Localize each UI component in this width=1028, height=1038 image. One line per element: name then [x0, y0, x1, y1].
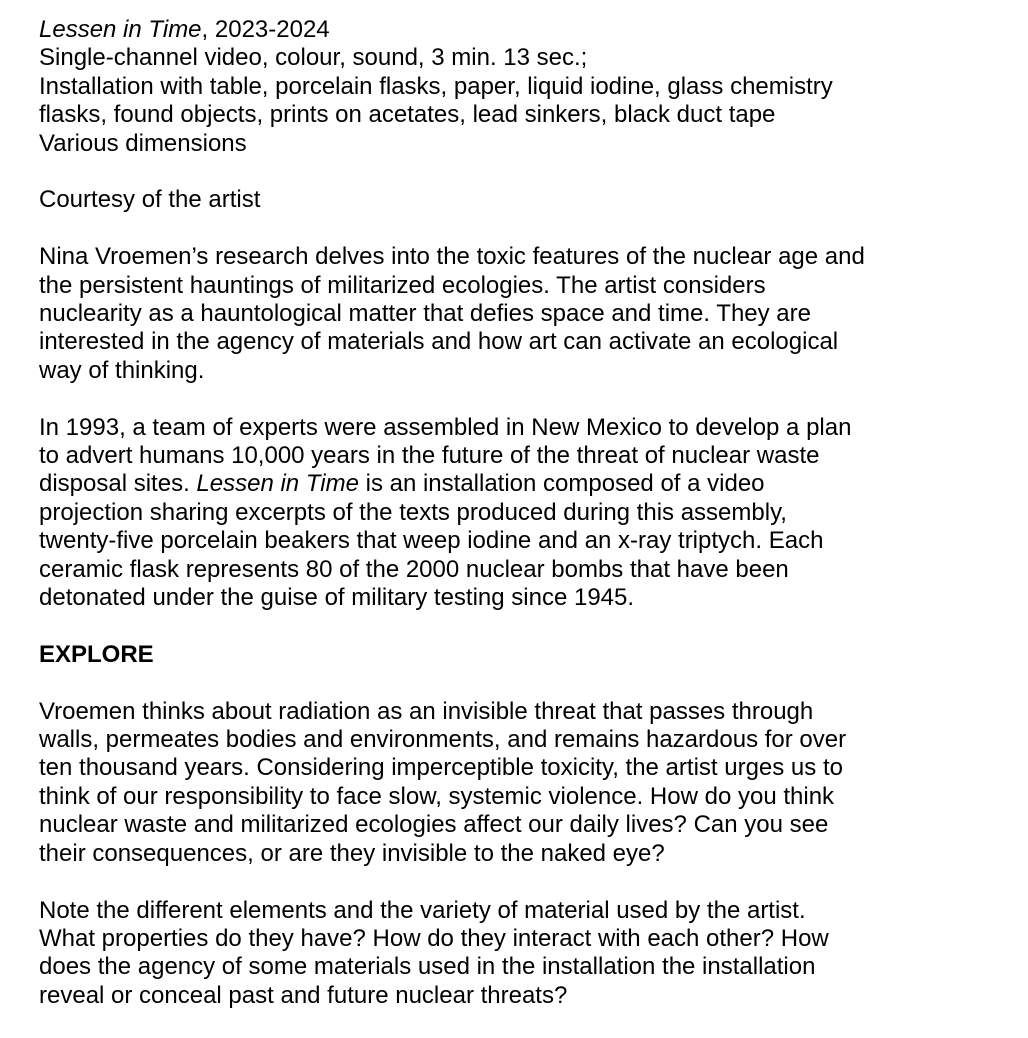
text-span: is an installation composed of a video: [358, 470, 765, 498]
text-line: their consequences, or are they invisible to the naked eye?: [39, 839, 665, 867]
text-line: does the agency of some materials used in the installation the installation: [39, 953, 816, 981]
credit-line: Courtesy of the artist: [39, 186, 261, 214]
medium-line: Single-channel video, colour, sound, 3 min. 13 sec.;: [39, 44, 588, 72]
text-line: think of our responsibility to face slow, systemic violence. How do you think: [39, 782, 835, 810]
medium-line: Installation with table, porcelain flasks, paper, liquid iodine, glass chemistry: [39, 72, 833, 100]
artwork-title-inline: Lessen in Time: [196, 470, 359, 498]
dimensions: Various dimensions: [39, 129, 247, 157]
text-line: projection sharing excerpts of the texts produced during this assembly,: [39, 498, 787, 526]
text-line: [39, 470, 929, 498]
text-line: What properties do they have? How do they interact with each other? How: [39, 924, 829, 952]
text-line: Note the different elements and the variety of material used by the artist.: [39, 896, 806, 924]
text-line: the persistent hauntings of militarized ecologies. The artist considers: [39, 271, 766, 299]
questions-paragraph: [39, 897, 929, 1011]
text-line: interested in the agency of materials and how art can activate an ecological: [39, 328, 839, 356]
text-line: In 1993, a team of experts were assembled in New Mexico to develop a plan: [39, 413, 852, 441]
description-paragraph: [39, 243, 929, 385]
medium-line: flasks, found objects, prints on acetates, lead sinkers, black duct tape: [39, 101, 776, 129]
explore-heading: EXPLORE: [39, 640, 154, 668]
text-line: way of thinking.: [39, 356, 205, 384]
artwork-date: , 2023-2024: [201, 16, 330, 43]
context-paragraph: [39, 414, 929, 613]
text-line: twenty-five porcelain beakers that weep iodine and an x-ray triptych. Each: [39, 527, 824, 555]
artwork-title: Lessen in Time: [39, 16, 202, 43]
text-line: nuclearity as a hauntological matter that defies space and time. They are: [39, 300, 811, 328]
text-line: Vroemen thinks about radiation as an invisible threat that passes through: [39, 697, 814, 725]
text-span: disposal sites.: [39, 470, 197, 498]
artwork-title-line: [39, 16, 929, 44]
text-line: to advert humans 10,000 years in the future of the threat of nuclear waste: [39, 442, 820, 470]
text-line: Nina Vroemen’s research delves into the toxic features of the nuclear age and: [39, 243, 865, 271]
text-line: ceramic flask represents 80 of the 2000 nuclear bombs that have been: [39, 555, 789, 583]
caption-block: [39, 16, 929, 158]
text-line: walls, permeates bodies and environments, and remains hazardous for over: [39, 726, 847, 754]
text-line: ten thousand years. Considering imperceptible toxicity, the artist urges us to: [39, 754, 843, 782]
text-line: detonated under the guise of military testing since 1945.: [39, 584, 635, 612]
text-line: nuclear waste and militarized ecologies affect our daily lives? Can you see: [39, 811, 829, 839]
explore-paragraph: [39, 698, 929, 868]
text-line: reveal or conceal past and future nuclear threats?: [39, 981, 568, 1009]
